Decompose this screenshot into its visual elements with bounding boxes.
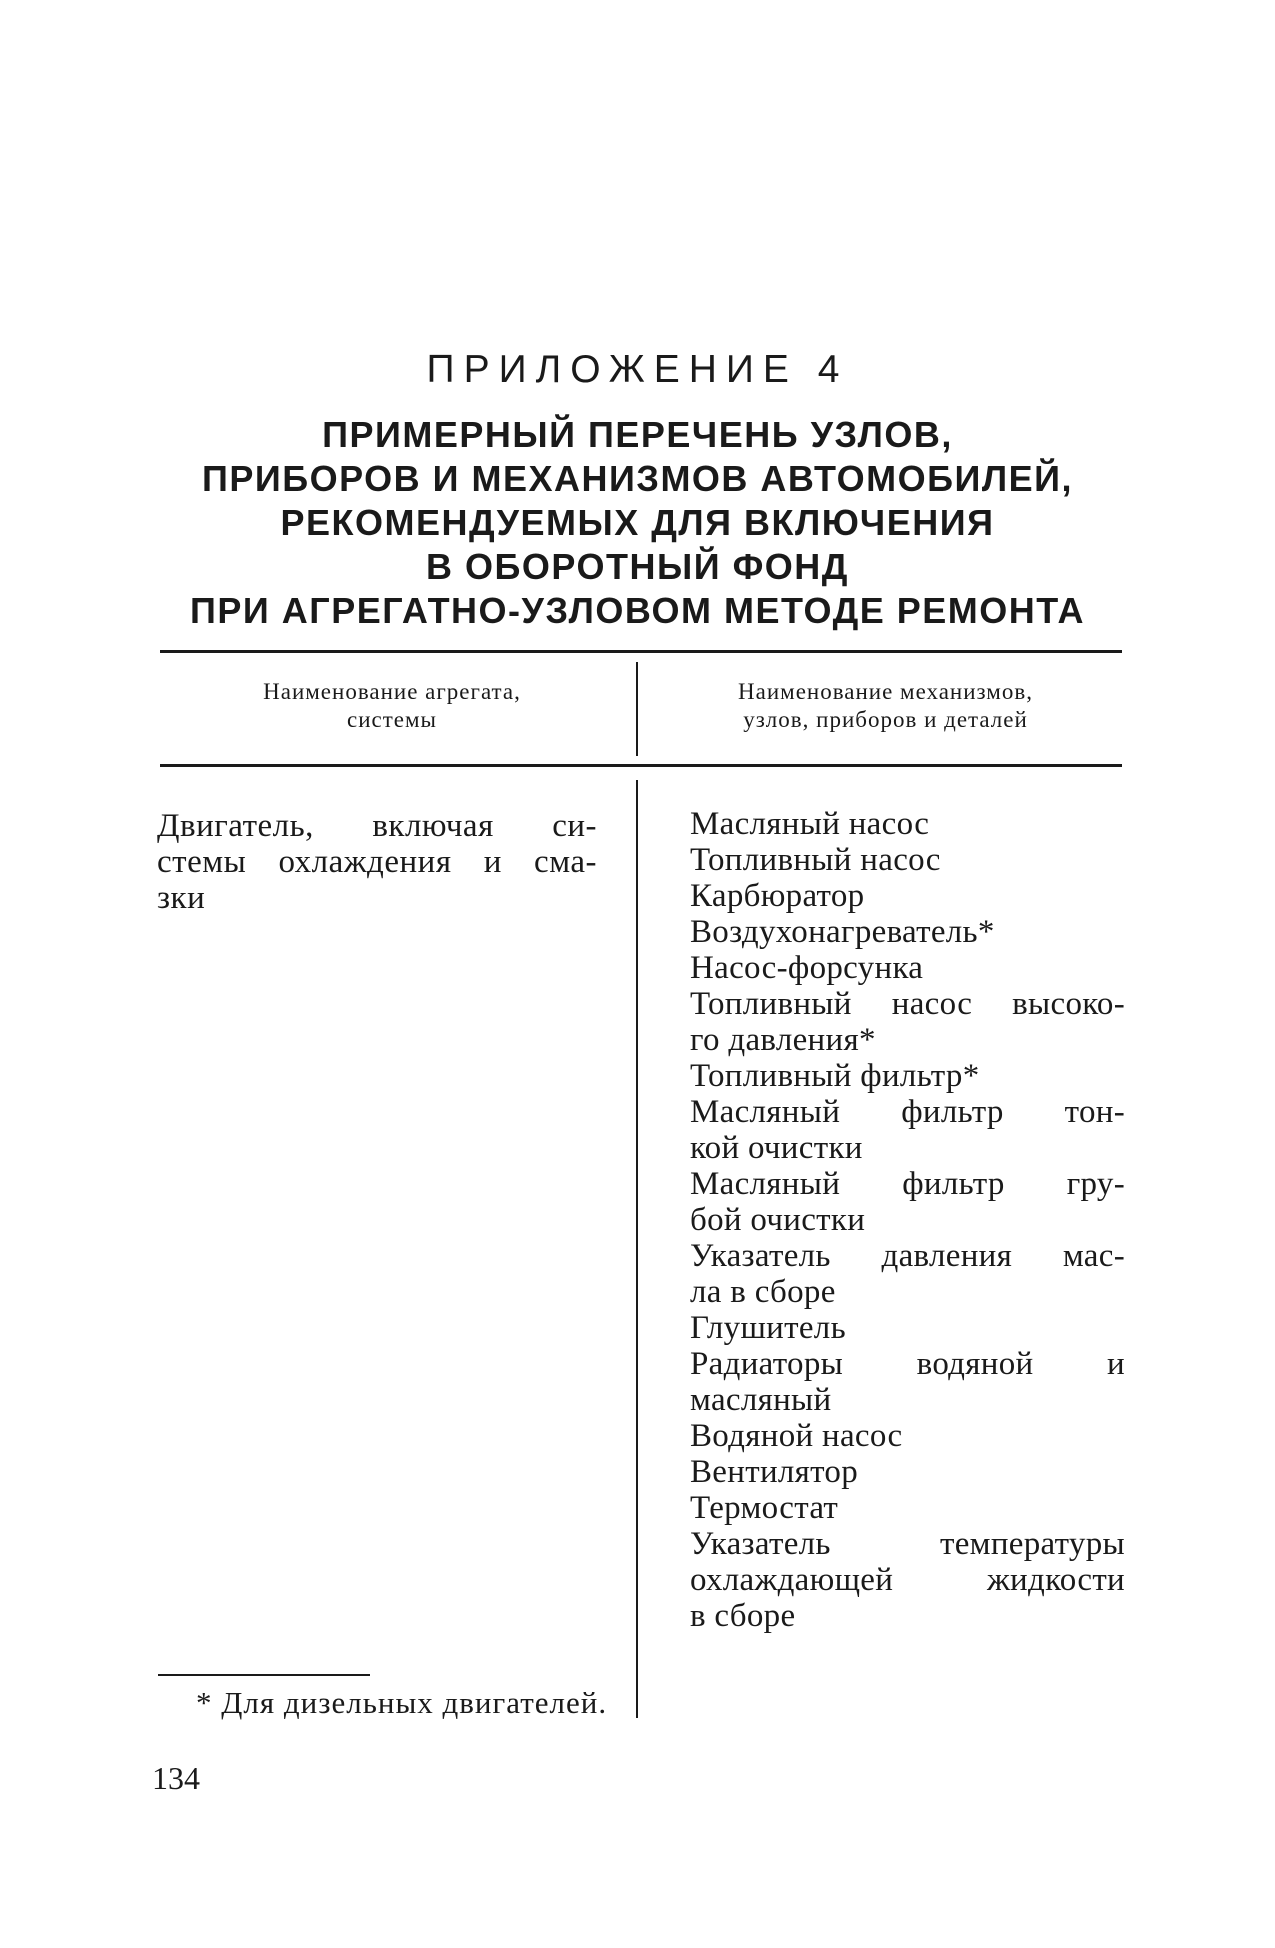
list-item bbox=[690, 1490, 1125, 1526]
list-item-line: охлаждающей жидкости bbox=[690, 1562, 1125, 1598]
list-item bbox=[690, 878, 1125, 914]
page-number: 134 bbox=[152, 1760, 200, 1796]
list-item bbox=[690, 1310, 1125, 1346]
list-item-line: бой очистки bbox=[690, 1202, 866, 1238]
list-item-line: го давления* bbox=[690, 1022, 876, 1058]
list-item-line: Насос-форсунка bbox=[690, 950, 924, 986]
header-column-divider bbox=[636, 662, 638, 756]
list-item-line: Указатель давления мас- bbox=[690, 1238, 1125, 1274]
appendix-label: ПРИЛОЖЕНИЕ 4 bbox=[426, 348, 849, 391]
column-header-left: Наименование агрегата, системы bbox=[263, 679, 521, 732]
list-item-line: Топливный фильтр* bbox=[690, 1058, 980, 1094]
list-item-line: Масляный фильтр гру- bbox=[690, 1166, 1125, 1202]
list-item-line: Топливный насос высоко- bbox=[690, 986, 1125, 1022]
list-item bbox=[690, 1346, 1125, 1418]
list-item-line: кой очистки bbox=[690, 1130, 863, 1166]
aggregate-name-cell: Двигатель, включая си- стемы охлаждения и сма- зки bbox=[157, 808, 597, 916]
list-item-line: Карбюратор bbox=[690, 878, 865, 914]
footnote: * Для дизельных двигателей. bbox=[196, 1685, 608, 1720]
list-item bbox=[690, 1058, 1125, 1094]
list-item-line: Водяной насос bbox=[690, 1418, 903, 1454]
list-item-line: ла в сборе bbox=[690, 1274, 836, 1310]
list-item bbox=[690, 914, 1125, 950]
list-item-line: Топливный насос bbox=[690, 842, 941, 878]
title-line: ПРИМЕРНЫЙ ПЕРЕЧЕНЬ УЗЛОВ, bbox=[322, 414, 953, 455]
list-item bbox=[690, 1526, 1125, 1634]
list-item bbox=[690, 1094, 1125, 1166]
list-item-line: Масляный фильтр тон- bbox=[690, 1094, 1125, 1130]
body-column-divider bbox=[636, 780, 638, 1718]
list-item-line: Указатель температуры bbox=[690, 1526, 1125, 1562]
list-item bbox=[690, 1238, 1125, 1310]
list-item bbox=[690, 986, 1125, 1058]
list-item-line: Вентилятор bbox=[690, 1454, 859, 1490]
column-header-right: Наименование механизмов, узлов, приборов и деталей bbox=[738, 679, 1033, 732]
list-item bbox=[690, 1418, 1125, 1454]
list-item-line: Радиаторы водяной и bbox=[690, 1346, 1125, 1382]
list-item-line: Масляный насос bbox=[690, 806, 930, 842]
component-list bbox=[690, 806, 1125, 1634]
list-item-line: Глушитель bbox=[690, 1310, 846, 1346]
list-item-line: Воздухонагреватель* bbox=[690, 914, 995, 950]
list-item bbox=[690, 1166, 1125, 1238]
title-line: РЕКОМЕНДУЕМЫХ ДЛЯ ВКЛЮЧЕНИЯ bbox=[280, 502, 995, 543]
list-item bbox=[690, 806, 1125, 842]
list-item-line: Термостат bbox=[690, 1490, 839, 1526]
list-item-line: в сборе bbox=[690, 1598, 796, 1634]
list-item-line: масляный bbox=[690, 1382, 832, 1418]
title-line: ПРИ АГРЕГАТНО-УЗЛОВОМ МЕТОДЕ РЕМОНТА bbox=[190, 590, 1085, 631]
list-item bbox=[690, 1454, 1125, 1490]
list-item bbox=[690, 950, 1125, 986]
title-line: ПРИБОРОВ И МЕХАНИЗМОВ АВТОМОБИЛЕЙ, bbox=[201, 458, 1074, 499]
header-bottom-rule bbox=[160, 764, 1122, 767]
table-top-rule bbox=[160, 650, 1122, 653]
title-line: В ОБОРОТНЫЙ ФОНД bbox=[426, 546, 849, 587]
footnote-rule bbox=[158, 1674, 370, 1676]
page-title bbox=[150, 413, 1125, 633]
list-item bbox=[690, 842, 1125, 878]
